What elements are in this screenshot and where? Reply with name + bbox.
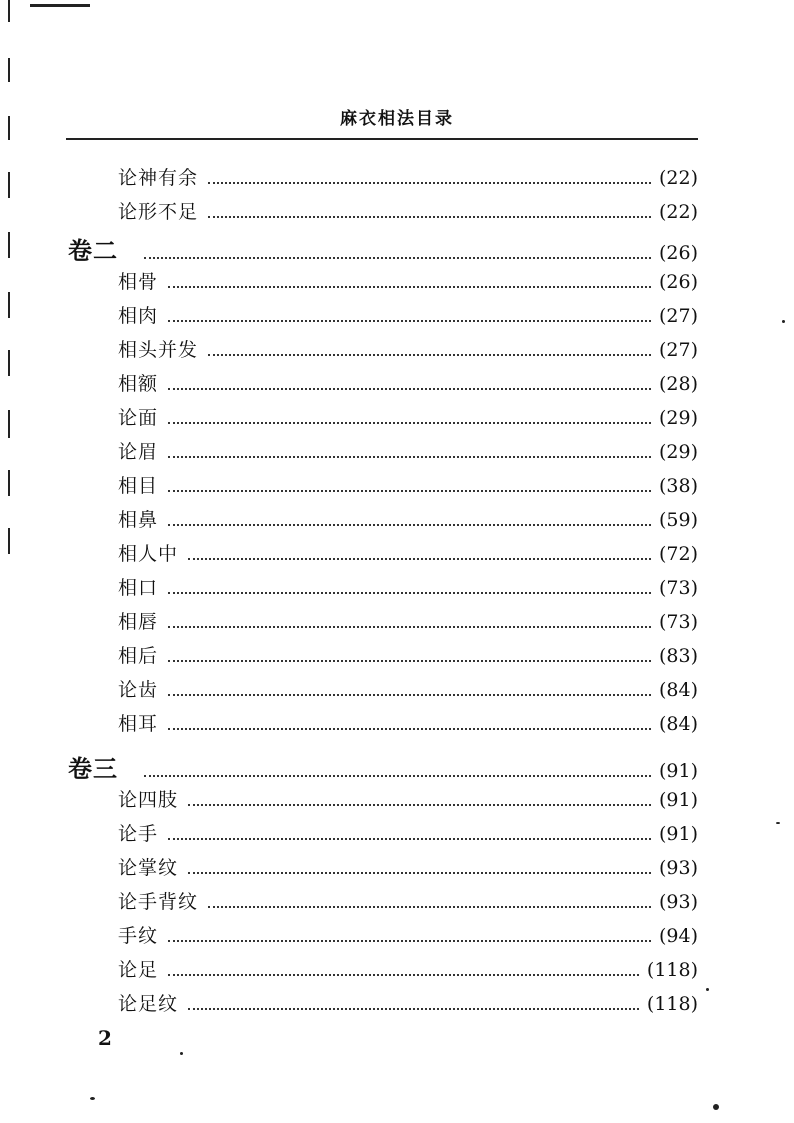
toc-page-ref: (72) — [658, 543, 698, 565]
toc-entry — [118, 675, 698, 702]
toc-label: 相耳 — [118, 713, 159, 735]
toc-label: 相额 — [118, 373, 159, 395]
toc-entry — [118, 197, 698, 224]
toc-page-ref: (84) — [658, 679, 698, 701]
dot-leader — [168, 286, 651, 288]
toc-page-ref: (26) — [658, 242, 698, 264]
toc-entry — [118, 335, 698, 362]
toc-page-ref: (29) — [658, 441, 698, 463]
toc-entry — [118, 539, 698, 566]
toc-entry — [118, 921, 698, 948]
dot-leader — [168, 388, 651, 390]
toc-page-ref: (59) — [658, 509, 698, 531]
toc-entry — [118, 853, 698, 880]
toc-label: 卷三 — [68, 754, 118, 783]
dot-leader — [144, 775, 651, 777]
toc-label: 论足 — [118, 959, 159, 981]
dot-leader — [168, 694, 651, 696]
toc-page-ref: (83) — [658, 645, 698, 667]
toc-label: 相肉 — [118, 305, 159, 327]
toc-entry — [118, 573, 698, 600]
binding-mark — [8, 350, 10, 376]
dot-leader — [208, 182, 651, 184]
toc-entry — [118, 437, 698, 464]
binding-mark — [8, 0, 10, 22]
dot-leader — [188, 804, 651, 806]
scan-speck — [713, 1104, 719, 1110]
header-rule — [66, 138, 698, 140]
toc-entry — [118, 641, 698, 668]
dot-leader — [188, 872, 651, 874]
dot-leader — [188, 1008, 639, 1010]
toc-label: 相人中 — [118, 543, 179, 565]
toc-label: 相头并发 — [118, 339, 199, 361]
scan-speck — [706, 988, 709, 991]
dot-leader — [168, 456, 651, 458]
dot-leader — [168, 524, 651, 526]
toc-page-ref: (91) — [658, 760, 698, 782]
toc-label: 论手 — [118, 823, 159, 845]
toc-entry — [118, 607, 698, 634]
toc-entry — [118, 403, 698, 430]
toc-page-ref: (118) — [646, 959, 698, 981]
toc-entry — [118, 709, 698, 736]
binding-mark — [8, 470, 10, 496]
toc-entry — [118, 955, 698, 982]
dot-leader — [208, 216, 651, 218]
binding-mark — [8, 528, 10, 554]
dot-leader — [144, 257, 651, 259]
scan-speck — [90, 1097, 95, 1100]
toc-page-ref: (91) — [658, 789, 698, 811]
toc-page-ref: (73) — [658, 577, 698, 599]
toc-entry — [118, 471, 698, 498]
running-title: 麻衣相法目录 — [340, 109, 454, 129]
toc-label: 相骨 — [118, 271, 159, 293]
toc-label: 论面 — [118, 407, 159, 429]
dot-leader — [168, 320, 651, 322]
toc-page-ref: (118) — [646, 993, 698, 1015]
toc-entry — [118, 989, 698, 1016]
toc-label: 论形不足 — [118, 201, 199, 223]
toc-label: 论四肢 — [118, 789, 179, 811]
scan-speck — [180, 1052, 183, 1055]
binding-mark — [8, 232, 10, 258]
dot-leader — [168, 660, 651, 662]
dot-leader — [168, 592, 651, 594]
dot-leader — [168, 974, 639, 976]
dot-leader — [168, 626, 651, 628]
toc-entry — [118, 887, 698, 914]
toc-label: 论齿 — [118, 679, 159, 701]
binding-mark — [8, 292, 10, 318]
dot-leader — [208, 354, 651, 356]
dot-leader — [168, 490, 651, 492]
toc-label: 相后 — [118, 645, 159, 667]
toc-chapter — [68, 749, 698, 784]
toc-page-ref: (94) — [658, 925, 698, 947]
binding-mark — [8, 58, 10, 82]
toc-entry — [118, 163, 698, 190]
toc-chapter — [68, 231, 698, 266]
toc-page-ref: (22) — [658, 167, 698, 189]
toc-label: 手纹 — [118, 925, 159, 947]
dot-leader — [168, 422, 651, 424]
binding-mark — [8, 410, 10, 438]
toc-entry — [118, 819, 698, 846]
scan-speck — [782, 320, 785, 323]
toc-entry — [118, 505, 698, 532]
toc-page-ref: (26) — [658, 271, 698, 293]
toc-page-ref: (22) — [658, 201, 698, 223]
dot-leader — [208, 906, 651, 908]
toc-page-ref: (28) — [658, 373, 698, 395]
toc-entry — [118, 785, 698, 812]
dot-leader — [168, 728, 651, 730]
dot-leader — [168, 838, 651, 840]
dot-leader — [168, 940, 651, 942]
toc-page-ref: (27) — [658, 339, 698, 361]
dot-leader — [188, 558, 651, 560]
toc-label: 相鼻 — [118, 509, 159, 531]
toc-entry — [118, 267, 698, 294]
toc-label: 相唇 — [118, 611, 159, 633]
toc-label: 论眉 — [118, 441, 159, 463]
toc-page-ref: (27) — [658, 305, 698, 327]
toc-page-ref: (29) — [658, 407, 698, 429]
toc-label: 相目 — [118, 475, 159, 497]
toc-page-ref: (84) — [658, 713, 698, 735]
toc-label: 卷二 — [68, 236, 118, 265]
binding-mark — [8, 172, 10, 198]
toc-page-ref: (91) — [658, 823, 698, 845]
toc-label: 论手背纹 — [118, 891, 199, 913]
scan-speck — [776, 822, 780, 824]
toc-page-ref: (93) — [658, 857, 698, 879]
toc-page-ref: (73) — [658, 611, 698, 633]
toc-label: 相口 — [118, 577, 159, 599]
toc-entry — [118, 369, 698, 396]
page-number: 2 — [98, 1026, 112, 1050]
toc-label: 论神有余 — [118, 167, 199, 189]
toc-page-ref: (93) — [658, 891, 698, 913]
toc-entry — [118, 301, 698, 328]
top-edge-fragment — [30, 0, 90, 7]
toc-label: 论掌纹 — [118, 857, 179, 879]
toc-page-ref: (38) — [658, 475, 698, 497]
toc-label: 论足纹 — [118, 993, 179, 1015]
